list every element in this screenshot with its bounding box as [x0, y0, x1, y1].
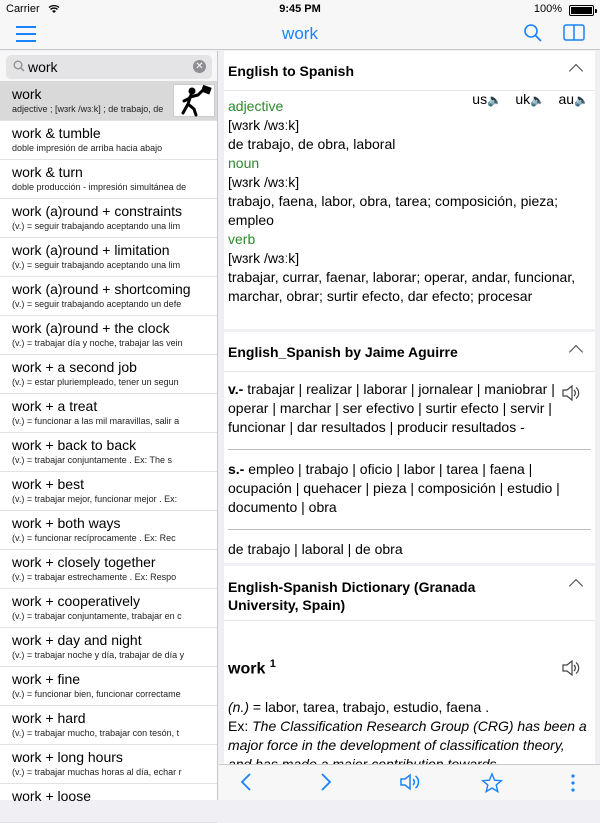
- headword-text: work: [228, 660, 266, 678]
- list-item-word: work + both ways: [12, 515, 121, 531]
- section-title: English to Spanish: [228, 63, 355, 79]
- list-item-translation: (v.) = seguir trabajando aceptando una lim: [12, 260, 181, 270]
- search-box[interactable]: [6, 55, 212, 79]
- list-item-translation: (v.) = funcionar recíprocamente . Ex: Rec: [12, 533, 176, 543]
- list-item-word: work + a treat: [12, 398, 98, 414]
- list-item-word: work & tumble: [12, 125, 101, 141]
- verb-block: [228, 380, 591, 437]
- speaker-icon[interactable]: [561, 384, 581, 402]
- list-item[interactable]: [0, 82, 217, 121]
- list-item-translation: (v.) = seguir trabajando aceptando un defe: [12, 299, 182, 309]
- list-item[interactable]: [0, 589, 217, 628]
- list-item-translation: (v.) = trabajar conjuntamente, trabajar en c: [12, 611, 182, 621]
- star-icon[interactable]: [481, 772, 503, 794]
- definition: de trabajo, de obra, laboral: [228, 136, 396, 152]
- list-item-translation: (v.) = trabajar conjuntamente . Ex: The s: [12, 455, 172, 465]
- list-item[interactable]: [0, 238, 217, 277]
- section-jaime-aguirre: [224, 332, 595, 563]
- list-item[interactable]: [0, 784, 217, 823]
- list-item[interactable]: [0, 199, 217, 238]
- clock-label: 9:45 PM: [279, 3, 321, 15]
- list-item[interactable]: [0, 511, 217, 550]
- pronunciation: [wɜrk /wɜːk]: [228, 174, 300, 190]
- list-item-word: work + long hours: [12, 749, 123, 765]
- list-item-translation: adjective ; [wɜrk /wɜːk] ; de trabajo, de: [12, 104, 164, 114]
- speaker-icon[interactable]: [561, 659, 581, 677]
- collapse-chevron-icon[interactable]: [569, 345, 583, 359]
- list-item-translation: (v.) = estar pluriempleado, tener un segun: [12, 377, 179, 387]
- noun-label: s.-: [228, 461, 245, 477]
- list-item-word: work + fine: [12, 671, 81, 687]
- list-item-word: work (a)round + limitation: [12, 242, 170, 258]
- list-item-word: work (a)round + constraints: [12, 203, 183, 219]
- list-item[interactable]: [0, 394, 217, 433]
- headword-number: 1: [269, 658, 276, 670]
- list-item-word: work + back to back: [12, 437, 137, 453]
- list-item-translation: (v.) = trabajar mucho, trabajar con tesón, t: [12, 728, 180, 738]
- worker-thumbnail-icon: [173, 84, 215, 117]
- list-item[interactable]: [0, 472, 217, 511]
- au-audio-button[interactable]: au🔈: [558, 91, 589, 107]
- list-item[interactable]: [0, 433, 217, 472]
- forward-arrow-icon[interactable]: [319, 772, 333, 792]
- list-item-translation: (v.) = trabajar muchas horas al día, echar r: [12, 767, 182, 777]
- status-bar: [0, 0, 600, 20]
- list-item[interactable]: [0, 667, 217, 706]
- au-label: au: [558, 91, 575, 107]
- list-item-translation: (v.) = trabajar día y noche, trabajar las vein: [12, 338, 183, 348]
- list-item[interactable]: [0, 316, 217, 355]
- section-header[interactable]: [224, 51, 595, 91]
- noun-block: [228, 460, 591, 517]
- verb-label: v.-: [228, 381, 244, 397]
- book-icon[interactable]: [563, 24, 585, 42]
- collapse-chevron-icon[interactable]: [569, 64, 583, 78]
- list-item-translation: (v.) = funcionar bien, funcionar correctame: [12, 689, 181, 699]
- definition: trabajar, currar, faenar, laborar; operar, andar, funcionar, marchar, obrar; surtir efecto, dar efecto; procesar: [228, 269, 576, 304]
- list-item-word: work + best: [12, 476, 84, 492]
- noun-definitions: empleo | trabajo | oficio | labor | tarea | faena | ocupación | quehacer | pieza | composición | estudio | documento | obra: [228, 461, 560, 515]
- list-item-word: work + day and night: [12, 632, 142, 648]
- list-item[interactable]: [0, 355, 217, 394]
- list-item-word: work: [12, 86, 42, 102]
- list-item-translation: (v.) = trabajar noche y día, trabajar de día y: [12, 650, 185, 660]
- uk-audio-button[interactable]: uk🔈: [515, 91, 546, 107]
- divider: [228, 449, 591, 450]
- example-label: Ex:: [228, 718, 249, 735]
- list-item[interactable]: [0, 160, 217, 199]
- section-english-to-spanish: [224, 51, 595, 329]
- word-list-panel: [0, 51, 218, 804]
- divider: [228, 529, 591, 530]
- pos-noun: noun: [228, 155, 260, 171]
- verb-definitions: trabajar | realizar | laborar | jornalear | maniobrar | operar | marchar | ser efectivo | surtir efecto | servir | funcionar | dar resultados | producir resultados -: [228, 381, 555, 435]
- list-item[interactable]: [0, 706, 217, 745]
- uk-label: uk: [515, 91, 531, 107]
- us-label: us: [472, 91, 488, 107]
- list-item-translation: (v.) = trabajar estrechamente . Ex: Respo: [12, 572, 177, 582]
- search-bar: [0, 51, 217, 82]
- search-input[interactable]: [28, 57, 188, 77]
- noun-definition: [228, 698, 591, 717]
- definition: trabajo, faena, labor, obra, tarea; composición, pieza; empleo: [228, 193, 558, 228]
- pos-verb: verb: [228, 231, 256, 247]
- section-title: English_Spanish by Jaime Aguirre: [228, 344, 458, 360]
- headword: [228, 655, 591, 678]
- section-header[interactable]: [224, 566, 595, 621]
- list-item-word: work + a second job: [12, 359, 137, 375]
- section-granada-dictionary: [224, 566, 595, 776]
- pos-adjective: adjective: [228, 98, 284, 114]
- navigation-bar: [0, 20, 600, 50]
- battery-percent: 100%: [533, 3, 562, 15]
- battery-icon: [569, 5, 594, 16]
- speaker-icon[interactable]: [399, 772, 421, 792]
- list-item-word: work + loose: [12, 788, 91, 804]
- pronunciation-buttons: [462, 90, 589, 110]
- carrier-label: Carrier: [6, 3, 40, 15]
- list-item-word: work (a)round + shortcoming: [12, 281, 191, 297]
- list-item-translation: (v.) = seguir trabajando aceptando una lim: [12, 221, 181, 231]
- more-options-icon[interactable]: [569, 772, 577, 794]
- search-icon[interactable]: [523, 23, 543, 43]
- pronunciation: [wɜrk /wɜːk]: [228, 117, 300, 133]
- back-arrow-icon[interactable]: [239, 772, 253, 792]
- clear-search-icon[interactable]: ✕: [193, 60, 206, 73]
- bottom-toolbar: [219, 764, 600, 800]
- list-item-translation: doble impresión de arriba hacia abajo: [12, 143, 163, 153]
- list-item[interactable]: [0, 550, 217, 589]
- list-item-translation: (v.) = funcionar a las mil maravillas, salir a: [12, 416, 180, 426]
- definition-panel: [219, 51, 600, 764]
- list-item-word: work + closely together: [12, 554, 156, 570]
- list-item[interactable]: [0, 745, 217, 784]
- list-item[interactable]: [0, 628, 217, 667]
- list-item[interactable]: [0, 277, 217, 316]
- us-audio-button[interactable]: us🔈: [472, 91, 503, 107]
- magnifier-icon: [13, 60, 25, 72]
- list-item-word: work & turn: [12, 164, 83, 180]
- section-header[interactable]: [224, 332, 595, 372]
- list-item-translation: doble producción - impresión simultánea de: [12, 182, 187, 192]
- pronunciation: [wɜrk /wɜːk]: [228, 250, 300, 266]
- word-list: [0, 82, 217, 823]
- list-item-word: work (a)round + the clock: [12, 320, 170, 336]
- list-item-word: work + cooperatively: [12, 593, 141, 609]
- list-item-word: work + hard: [12, 710, 86, 726]
- list-item[interactable]: [0, 121, 217, 160]
- list-item-translation: (v.) = trabajar mejor, funcionar mejor . Ex:: [12, 494, 178, 504]
- example-text: The Classification Research Group (CRG) has been a major force in the development of classification theory,: [228, 718, 587, 754]
- noun-definition-text: = labor, tarea, trabajo, estudio, faena .: [249, 699, 490, 716]
- section-title: English-Spanish Dictionary (Granada University, Spain): [228, 579, 476, 613]
- page-title: work: [282, 24, 318, 43]
- adjective-definitions: de trabajo | laboral | de obra: [228, 541, 403, 557]
- noun-label: (n.): [228, 699, 249, 716]
